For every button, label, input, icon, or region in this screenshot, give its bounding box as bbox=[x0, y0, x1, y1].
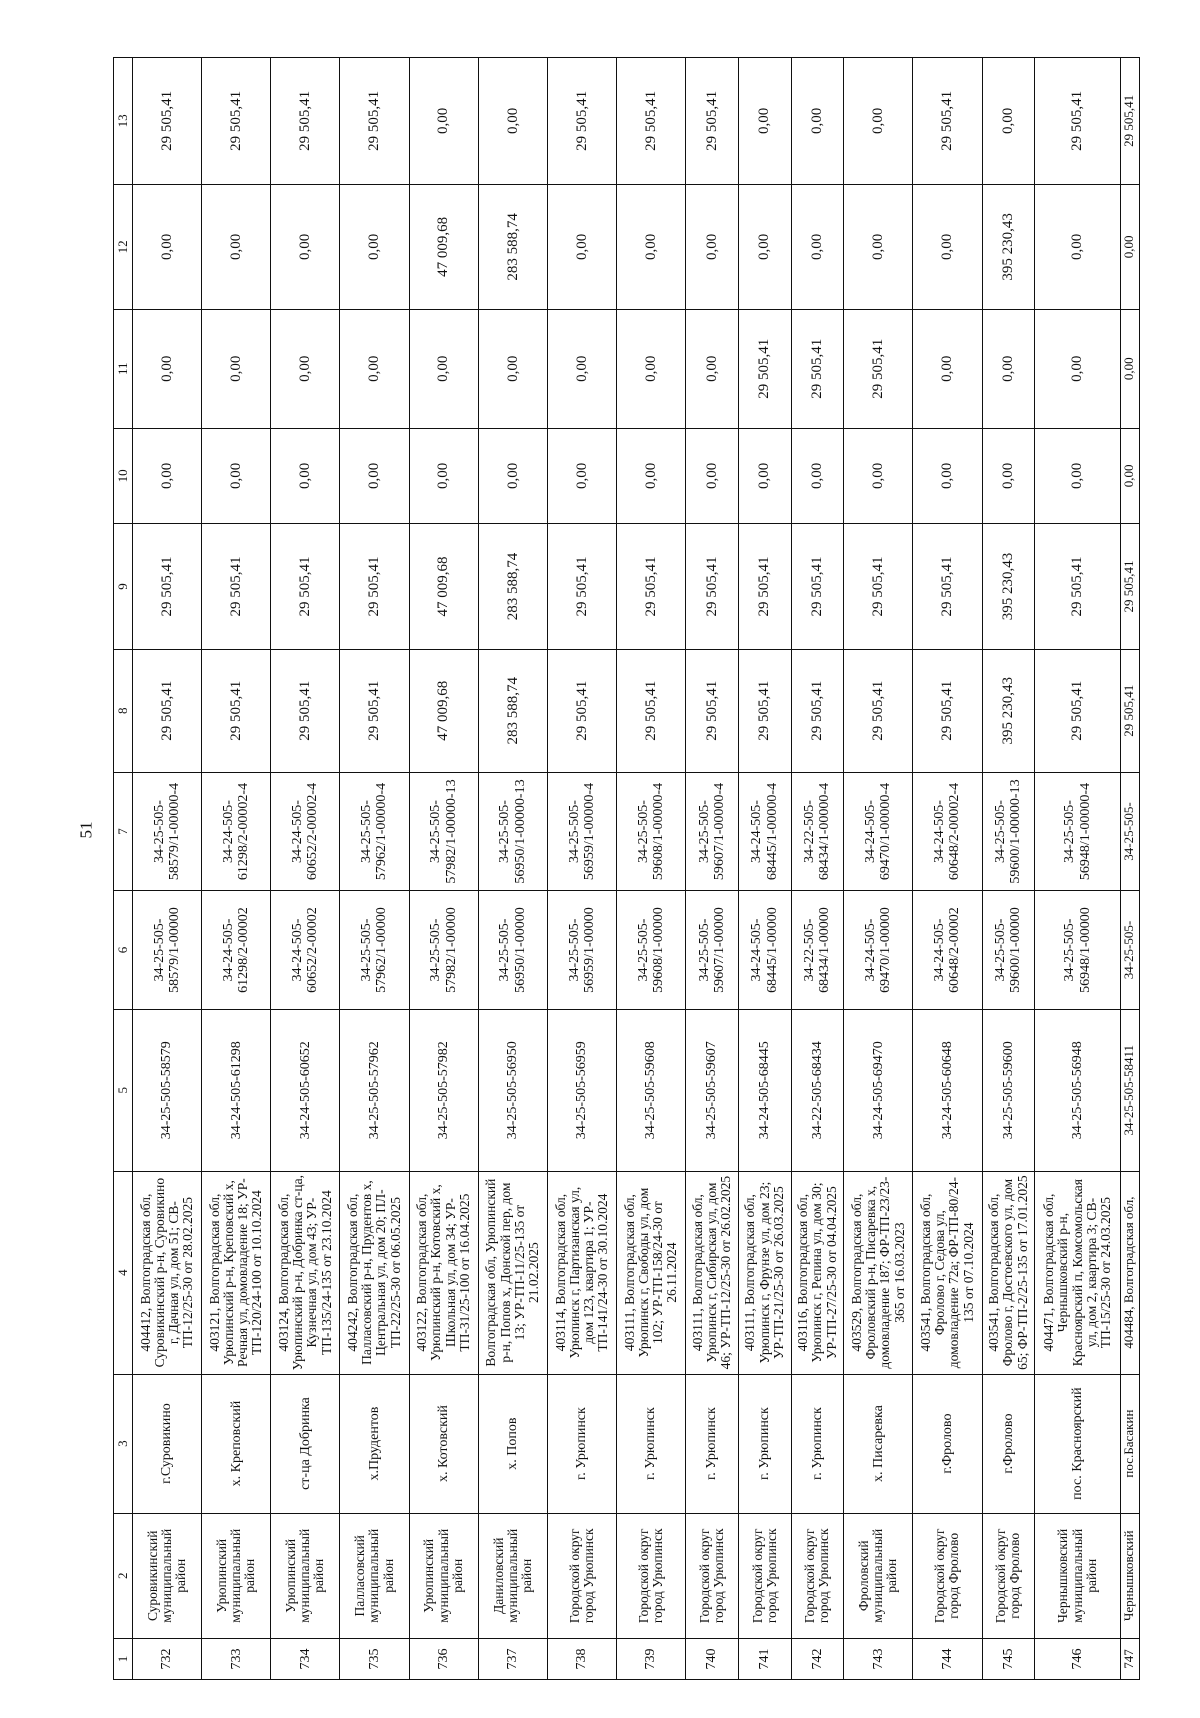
code-full-cell: 34-25-505-58579/1-00000-4 bbox=[133, 772, 202, 891]
amount-cell: 29 505,41 bbox=[202, 649, 271, 772]
amount-cell: 29 505,41 bbox=[202, 58, 271, 185]
amount-cell: 0,00 bbox=[340, 428, 409, 524]
amount-cell: 29 505,41 bbox=[686, 649, 739, 772]
amount-cell: 29 505,41 bbox=[271, 649, 340, 772]
row-number-cell: 747 bbox=[1121, 1638, 1140, 1679]
amount-cell: 29 505,41 bbox=[1121, 524, 1140, 649]
amount-cell: 0,00 bbox=[202, 184, 271, 309]
locality-cell: г. Урюпинск bbox=[616, 1374, 685, 1513]
amount-cell: 29 505,41 bbox=[271, 524, 340, 649]
code-id-cell: 34-25-505-59600/1-00000 bbox=[982, 891, 1035, 1010]
amount-cell: 29 505,41 bbox=[791, 649, 844, 772]
code-full-cell: 34-22-505-68434/1-00000-4 bbox=[791, 772, 844, 891]
amount-cell: 0,00 bbox=[791, 428, 844, 524]
amount-cell: 0,00 bbox=[271, 310, 340, 429]
code-cell: 34-24-505-61298 bbox=[202, 1009, 271, 1171]
amount-cell: 0,00 bbox=[791, 184, 844, 309]
code-cell: 34-22-505-68434 bbox=[791, 1009, 844, 1171]
amount-cell: 29 505,41 bbox=[616, 58, 685, 185]
table-row bbox=[271, 58, 340, 1680]
municipality-cell: Палласовский муниципальный район bbox=[340, 1513, 409, 1638]
code-id-cell: 34-25-505-56959/1-00000 bbox=[547, 891, 616, 1010]
table-row bbox=[1121, 58, 1140, 1680]
locality-cell: г. Урюпинск bbox=[547, 1374, 616, 1513]
row-number-cell: 732 bbox=[133, 1638, 202, 1679]
municipality-cell: Урюпинский муниципальный район bbox=[409, 1513, 478, 1638]
column-number-cell: 7 bbox=[114, 772, 133, 891]
amount-cell: 395 230,43 bbox=[982, 524, 1035, 649]
amount-cell: 29 505,41 bbox=[547, 58, 616, 185]
amount-cell: 0,00 bbox=[738, 184, 791, 309]
amount-cell: 283 588,74 bbox=[478, 524, 547, 649]
amount-cell: 0,00 bbox=[686, 428, 739, 524]
locality-cell: ст-ца Добринка bbox=[271, 1374, 340, 1513]
municipality-cell: Городской округ город Фролово bbox=[982, 1513, 1035, 1638]
amount-cell: 0,00 bbox=[844, 428, 913, 524]
column-number-cell: 6 bbox=[114, 891, 133, 1010]
municipality-cell: Чернышковский муниципальный район bbox=[1035, 1513, 1121, 1638]
code-full-cell: 34-25-505-57962/1-00000-4 bbox=[340, 772, 409, 891]
column-number-cell: 1 bbox=[114, 1638, 133, 1679]
amount-cell: 29 505,41 bbox=[1035, 524, 1121, 649]
amount-cell: 29 505,41 bbox=[133, 58, 202, 185]
row-number-cell: 735 bbox=[340, 1638, 409, 1679]
amount-cell: 47 009,68 bbox=[409, 184, 478, 309]
amount-cell: 0,00 bbox=[738, 58, 791, 185]
amount-cell: 0,00 bbox=[409, 310, 478, 429]
locality-cell: х.Прудентов bbox=[340, 1374, 409, 1513]
amount-cell: 29 505,41 bbox=[686, 524, 739, 649]
municipality-cell: Городской округ город Урюпинск bbox=[738, 1513, 791, 1638]
locality-cell: х. Писаревка bbox=[844, 1374, 913, 1513]
amount-cell: 0,00 bbox=[340, 184, 409, 309]
amount-cell: 0,00 bbox=[791, 58, 844, 185]
address-cell: 403111, Волгоградская обл, Урюпинск г, Фрунзе ул, дом 23; УР-ТП-21/25-30 от 26.03.2025 bbox=[738, 1171, 791, 1374]
locality-cell: г. Урюпинск bbox=[738, 1374, 791, 1513]
table-row bbox=[202, 58, 271, 1680]
code-id-cell: 34-25-505-59608/1-00000 bbox=[616, 891, 685, 1010]
code-full-cell: 34-24-505-60648/2-00002-4 bbox=[913, 772, 982, 891]
code-full-cell: 34-25-505-57982/1-00000-13 bbox=[409, 772, 478, 891]
code-cell: 34-25-505-56959 bbox=[547, 1009, 616, 1171]
amount-cell: 395 230,43 bbox=[982, 184, 1035, 309]
row-number-cell: 734 bbox=[271, 1638, 340, 1679]
amount-cell: 29 505,41 bbox=[913, 58, 982, 185]
amount-cell: 29 505,41 bbox=[1121, 58, 1140, 185]
amount-cell: 0,00 bbox=[844, 184, 913, 309]
locality-cell: пос. Красноярский bbox=[1035, 1374, 1121, 1513]
row-number-cell: 736 bbox=[409, 1638, 478, 1679]
code-id-cell: 34-25-505-58579/1-00000 bbox=[133, 891, 202, 1010]
code-id-cell: 34-25-505-56950/1-00000 bbox=[478, 891, 547, 1010]
address-cell: 403121, Волгоградская обл, Урюпинский р-н, Креповский х, Речная ул, домовладение 18; УР-ТП-120/24-100 от 10.10.2024 bbox=[202, 1171, 271, 1374]
amount-cell: 29 505,41 bbox=[791, 310, 844, 429]
code-cell: 34-24-505-60652 bbox=[271, 1009, 340, 1171]
code-cell: 34-24-505-60648 bbox=[913, 1009, 982, 1171]
municipality-cell: Городской округ город Фролово bbox=[913, 1513, 982, 1638]
locality-cell: г. Урюпинск bbox=[791, 1374, 844, 1513]
amount-cell: 29 505,41 bbox=[1035, 649, 1121, 772]
table-row bbox=[844, 58, 913, 1680]
table-row bbox=[913, 58, 982, 1680]
row-number-cell: 741 bbox=[738, 1638, 791, 1679]
municipality-cell: Городской округ город Урюпинск bbox=[616, 1513, 685, 1638]
table-row bbox=[1035, 58, 1121, 1680]
column-number-cell: 8 bbox=[114, 649, 133, 772]
code-id-cell: 34-24-505-68445/1-00000 bbox=[738, 891, 791, 1010]
amount-cell: 29 505,41 bbox=[686, 58, 739, 185]
code-id-cell: 34-25-505-56948/1-00000 bbox=[1035, 891, 1121, 1010]
amount-cell: 283 588,74 bbox=[478, 184, 547, 309]
code-cell: 34-25-505-56948 bbox=[1035, 1009, 1121, 1171]
amount-cell: 0,00 bbox=[913, 428, 982, 524]
amount-cell: 283 588,74 bbox=[478, 649, 547, 772]
code-cell: 34-25-505-56950 bbox=[478, 1009, 547, 1171]
column-number-cell: 4 bbox=[114, 1171, 133, 1374]
code-cell: 34-25-505-59608 bbox=[616, 1009, 685, 1171]
table-row bbox=[409, 58, 478, 1680]
address-cell: 404471, Волгоградская обл, Чернышковский р-н, Красноярский п, Комсомольская ул, дом 2, квартира 3; СВ-ТП-15/25-30 от 24.03.2025 bbox=[1035, 1171, 1121, 1374]
column-number-cell: 12 bbox=[114, 184, 133, 309]
amount-cell: 0,00 bbox=[202, 310, 271, 429]
row-number-cell: 733 bbox=[202, 1638, 271, 1679]
column-number-cell: 5 bbox=[114, 1009, 133, 1171]
amount-cell: 0,00 bbox=[616, 428, 685, 524]
amount-cell: 0,00 bbox=[271, 428, 340, 524]
address-cell: 403111, Волгоградская обл, Урюпинск г, Сибирская ул, дом 46; УР-ТП-12/25-30 от 26.02.2025 bbox=[686, 1171, 739, 1374]
address-cell: 403541, Волгоградская обл, Фролово г, Достоевского ул, дом 65; ФР-ТП-2/25-135 от 17.01.2025 bbox=[982, 1171, 1035, 1374]
column-number-cell: 3 bbox=[114, 1374, 133, 1513]
amount-cell: 29 505,41 bbox=[844, 310, 913, 429]
row-number-cell: 738 bbox=[547, 1638, 616, 1679]
row-number-cell: 740 bbox=[686, 1638, 739, 1679]
locality-cell: г. Урюпинск bbox=[686, 1374, 739, 1513]
row-number-cell: 743 bbox=[844, 1638, 913, 1679]
municipality-cell: Городской округ город Урюпинск bbox=[791, 1513, 844, 1638]
table-row bbox=[738, 58, 791, 1680]
address-cell: 404412, Волгоградская обл, Суровикинский р-н, Суровикино г, Дачная ул, дом 51; СВ-ТП-12/25-30 от 28.02.2025 bbox=[133, 1171, 202, 1374]
amount-cell: 29 505,41 bbox=[738, 310, 791, 429]
column-number-cell: 11 bbox=[114, 310, 133, 429]
row-number-cell: 746 bbox=[1035, 1638, 1121, 1679]
table-row bbox=[478, 58, 547, 1680]
amount-cell: 0,00 bbox=[547, 184, 616, 309]
amount-cell: 29 505,41 bbox=[1035, 58, 1121, 185]
amount-cell: 0,00 bbox=[686, 184, 739, 309]
page-number: 51 bbox=[76, 821, 96, 839]
address-cell: 404484, Волгоградская обл, bbox=[1121, 1171, 1140, 1374]
amount-cell: 29 505,41 bbox=[1121, 649, 1140, 772]
amount-cell: 29 505,41 bbox=[738, 649, 791, 772]
code-id-cell: 34-25-505-57962/1-00000 bbox=[340, 891, 409, 1010]
code-id-cell: 34-22-505-68434/1-00000 bbox=[791, 891, 844, 1010]
amount-cell: 0,00 bbox=[1121, 184, 1140, 309]
amount-cell: 0,00 bbox=[1035, 184, 1121, 309]
row-number-cell: 742 bbox=[791, 1638, 844, 1679]
amount-cell: 0,00 bbox=[982, 428, 1035, 524]
municipality-cell: Городской округ город Урюпинск bbox=[686, 1513, 739, 1638]
municipality-cell: Даниловский муниципальный район bbox=[478, 1513, 547, 1638]
table-row bbox=[982, 58, 1035, 1680]
amount-cell: 0,00 bbox=[913, 184, 982, 309]
municipality-cell: Урюпинский муниципальный район bbox=[202, 1513, 271, 1638]
locality-cell: г.Фролово bbox=[982, 1374, 1035, 1513]
locality-cell: г.Фролово bbox=[913, 1374, 982, 1513]
amount-cell: 29 505,41 bbox=[340, 58, 409, 185]
locality-cell: х. Попов bbox=[478, 1374, 547, 1513]
amount-cell: 0,00 bbox=[616, 184, 685, 309]
amount-cell: 29 505,41 bbox=[133, 524, 202, 649]
amount-cell: 29 505,41 bbox=[133, 649, 202, 772]
municipality-cell: Урюпинский муниципальный район bbox=[271, 1513, 340, 1638]
amount-cell: 0,00 bbox=[202, 428, 271, 524]
code-id-cell: 34-25-505-57982/1-00000 bbox=[409, 891, 478, 1010]
code-full-cell: 34-25-505-59608/1-00000-4 bbox=[616, 772, 685, 891]
table-row bbox=[791, 58, 844, 1680]
code-id-cell: 34-24-505-60648/2-00002 bbox=[913, 891, 982, 1010]
amount-cell: 0,00 bbox=[1035, 428, 1121, 524]
amount-cell: 0,00 bbox=[1121, 428, 1140, 524]
amount-cell: 0,00 bbox=[982, 310, 1035, 429]
amount-cell: 29 505,41 bbox=[340, 524, 409, 649]
municipality-cell: Суровикинский муниципальный район bbox=[133, 1513, 202, 1638]
amount-cell: 29 505,41 bbox=[913, 649, 982, 772]
address-cell: 403124, Волгоградская обл, Урюпинский р-н, Добринка ст-ца, Кузнечная ул, дом 43; УР-ТП-135/24-135 от 23.10.2024 bbox=[271, 1171, 340, 1374]
amount-cell: 29 505,41 bbox=[340, 649, 409, 772]
amount-cell: 29 505,41 bbox=[202, 524, 271, 649]
amount-cell: 29 505,41 bbox=[791, 524, 844, 649]
code-cell: 34-25-505-57962 bbox=[340, 1009, 409, 1171]
amount-cell: 0,00 bbox=[547, 310, 616, 429]
address-cell: 403114, Волгоградская обл, Урюпинск г, Партизанская ул, дом 123, квартира 1; УР-ТП-141/24-30 от 30.10.2024 bbox=[547, 1171, 616, 1374]
code-cell: 34-25-505-57982 bbox=[409, 1009, 478, 1171]
amount-cell: 0,00 bbox=[133, 310, 202, 429]
amount-cell: 0,00 bbox=[409, 428, 478, 524]
row-number-cell: 745 bbox=[982, 1638, 1035, 1679]
code-id-cell: 34-24-505-69470/1-00000 bbox=[844, 891, 913, 1010]
table-wrapper bbox=[113, 57, 1140, 1680]
amount-cell: 0,00 bbox=[271, 184, 340, 309]
code-cell: 34-25-505-59600 bbox=[982, 1009, 1035, 1171]
column-number-cell: 10 bbox=[114, 428, 133, 524]
table-row bbox=[547, 58, 616, 1680]
address-cell: Волгоградская обл, Урюпинский р-н, Попов х, Донской пер, дом 13; УР-ТП-11/25-135 от 21.02.2025 bbox=[478, 1171, 547, 1374]
code-full-cell: 34-25-505-59600/1-00000-13 bbox=[982, 772, 1035, 891]
column-number-cell: 13 bbox=[114, 58, 133, 185]
amount-cell: 29 505,41 bbox=[844, 649, 913, 772]
amount-cell: 0,00 bbox=[913, 310, 982, 429]
column-number-row bbox=[114, 58, 133, 1680]
table-row bbox=[133, 58, 202, 1680]
amount-cell: 0,00 bbox=[686, 310, 739, 429]
code-full-cell: 34-24-505-60652/2-00002-4 bbox=[271, 772, 340, 891]
code-full-cell: 34-25-505-56959/1-00000-4 bbox=[547, 772, 616, 891]
amount-cell: 0,00 bbox=[982, 58, 1035, 185]
table-row bbox=[616, 58, 685, 1680]
code-full-cell: 34-24-505-68445/1-00000-4 bbox=[738, 772, 791, 891]
amount-cell: 0,00 bbox=[133, 184, 202, 309]
row-number-cell: 739 bbox=[616, 1638, 685, 1679]
amount-cell: 0,00 bbox=[738, 428, 791, 524]
amount-cell: 0,00 bbox=[409, 58, 478, 185]
code-full-cell: 34-25-505-59607/1-00000-4 bbox=[686, 772, 739, 891]
rotated-table-container bbox=[113, 57, 1140, 1680]
address-cell: 403116, Волгоградская обл, Урюпинск г, Репина ул, дом 30; УР-ТП-27/25-30 от 04.04.2025 bbox=[791, 1171, 844, 1374]
code-id-cell: 34-25-505- bbox=[1121, 891, 1140, 1010]
amount-cell: 0,00 bbox=[478, 428, 547, 524]
amount-cell: 0,00 bbox=[478, 58, 547, 185]
amount-cell: 0,00 bbox=[1035, 310, 1121, 429]
locality-cell: г.Суровикино bbox=[133, 1374, 202, 1513]
code-cell: 34-24-505-69470 bbox=[844, 1009, 913, 1171]
amount-cell: 47 009,68 bbox=[409, 649, 478, 772]
locality-cell: пос.Басакин bbox=[1121, 1374, 1140, 1513]
locality-cell: х. Креповский bbox=[202, 1374, 271, 1513]
row-number-cell: 744 bbox=[913, 1638, 982, 1679]
amount-cell: 29 505,41 bbox=[913, 524, 982, 649]
code-cell: 34-25-505-59607 bbox=[686, 1009, 739, 1171]
amount-cell: 0,00 bbox=[616, 310, 685, 429]
amount-cell: 0,00 bbox=[844, 58, 913, 185]
code-cell: 34-24-505-68445 bbox=[738, 1009, 791, 1171]
table-body bbox=[114, 58, 1140, 1680]
amount-cell: 0,00 bbox=[1121, 310, 1140, 429]
table-row bbox=[340, 58, 409, 1680]
address-cell: 403541, Волгоградская обл, Фролово г, Седова ул, домовладение 72а; ФР-ТП-80/24-135 от 07.10.2024 bbox=[913, 1171, 982, 1374]
amount-cell: 395 230,43 bbox=[982, 649, 1035, 772]
amount-cell: 0,00 bbox=[133, 428, 202, 524]
row-number-cell: 737 bbox=[478, 1638, 547, 1679]
code-cell: 34-25-505-58579 bbox=[133, 1009, 202, 1171]
amount-cell: 47 009,68 bbox=[409, 524, 478, 649]
address-cell: 404242, Волгоградская обл, Палласовский р-н, Прудентов х, Центральная ул, дом 20; ПЛ-ТП-22/25-30 от 06.05.2025 bbox=[340, 1171, 409, 1374]
address-cell: 403529, Волгоградская обл, Фроловский р-н, Писаревка х, домовладение 187; ФР-ТП-23/23-365 от 16.03.2023 bbox=[844, 1171, 913, 1374]
municipality-cell: Чернышковский bbox=[1121, 1513, 1140, 1638]
code-full-cell: 34-24-505-61298/2-00002-4 bbox=[202, 772, 271, 891]
amount-cell: 29 505,41 bbox=[616, 649, 685, 772]
code-id-cell: 34-24-505-61298/2-00002 bbox=[202, 891, 271, 1010]
amount-cell: 29 505,41 bbox=[738, 524, 791, 649]
amount-cell: 0,00 bbox=[547, 428, 616, 524]
code-full-cell: 34-25-505-56950/1-00000-13 bbox=[478, 772, 547, 891]
column-number-cell: 2 bbox=[114, 1513, 133, 1638]
code-id-cell: 34-24-505-60652/2-00002 bbox=[271, 891, 340, 1010]
amount-cell: 0,00 bbox=[478, 310, 547, 429]
code-cell: 34-25-505-58411 bbox=[1121, 1009, 1140, 1171]
code-full-cell: 34-25-505- bbox=[1121, 772, 1140, 891]
amount-cell: 29 505,41 bbox=[547, 524, 616, 649]
column-number-cell: 9 bbox=[114, 524, 133, 649]
municipality-cell: Городской округ город Урюпинск bbox=[547, 1513, 616, 1638]
address-cell: 403111, Волгоградская обл, Урюпинск г, Свободы ул, дом 102; УР-ТП-158/24-30 от 26.11.2024 bbox=[616, 1171, 685, 1374]
municipality-cell: Фроловский муниципальный район bbox=[844, 1513, 913, 1638]
locality-cell: х. Котовский bbox=[409, 1374, 478, 1513]
data-table bbox=[113, 57, 1140, 1680]
amount-cell: 0,00 bbox=[340, 310, 409, 429]
amount-cell: 29 505,41 bbox=[844, 524, 913, 649]
code-full-cell: 34-24-505-69470/1-00000-4 bbox=[844, 772, 913, 891]
amount-cell: 29 505,41 bbox=[616, 524, 685, 649]
code-full-cell: 34-25-505-56948/1-00000-4 bbox=[1035, 772, 1121, 891]
address-cell: 403122, Волгоградская обл, Урюпинский р-н, Котовский х, Школьная ул, дом 34; УР-ТП-31/25-100 от 16.04.2025 bbox=[409, 1171, 478, 1374]
amount-cell: 29 505,41 bbox=[547, 649, 616, 772]
amount-cell: 29 505,41 bbox=[271, 58, 340, 185]
code-id-cell: 34-25-505-59607/1-00000 bbox=[686, 891, 739, 1010]
table-row bbox=[686, 58, 739, 1680]
